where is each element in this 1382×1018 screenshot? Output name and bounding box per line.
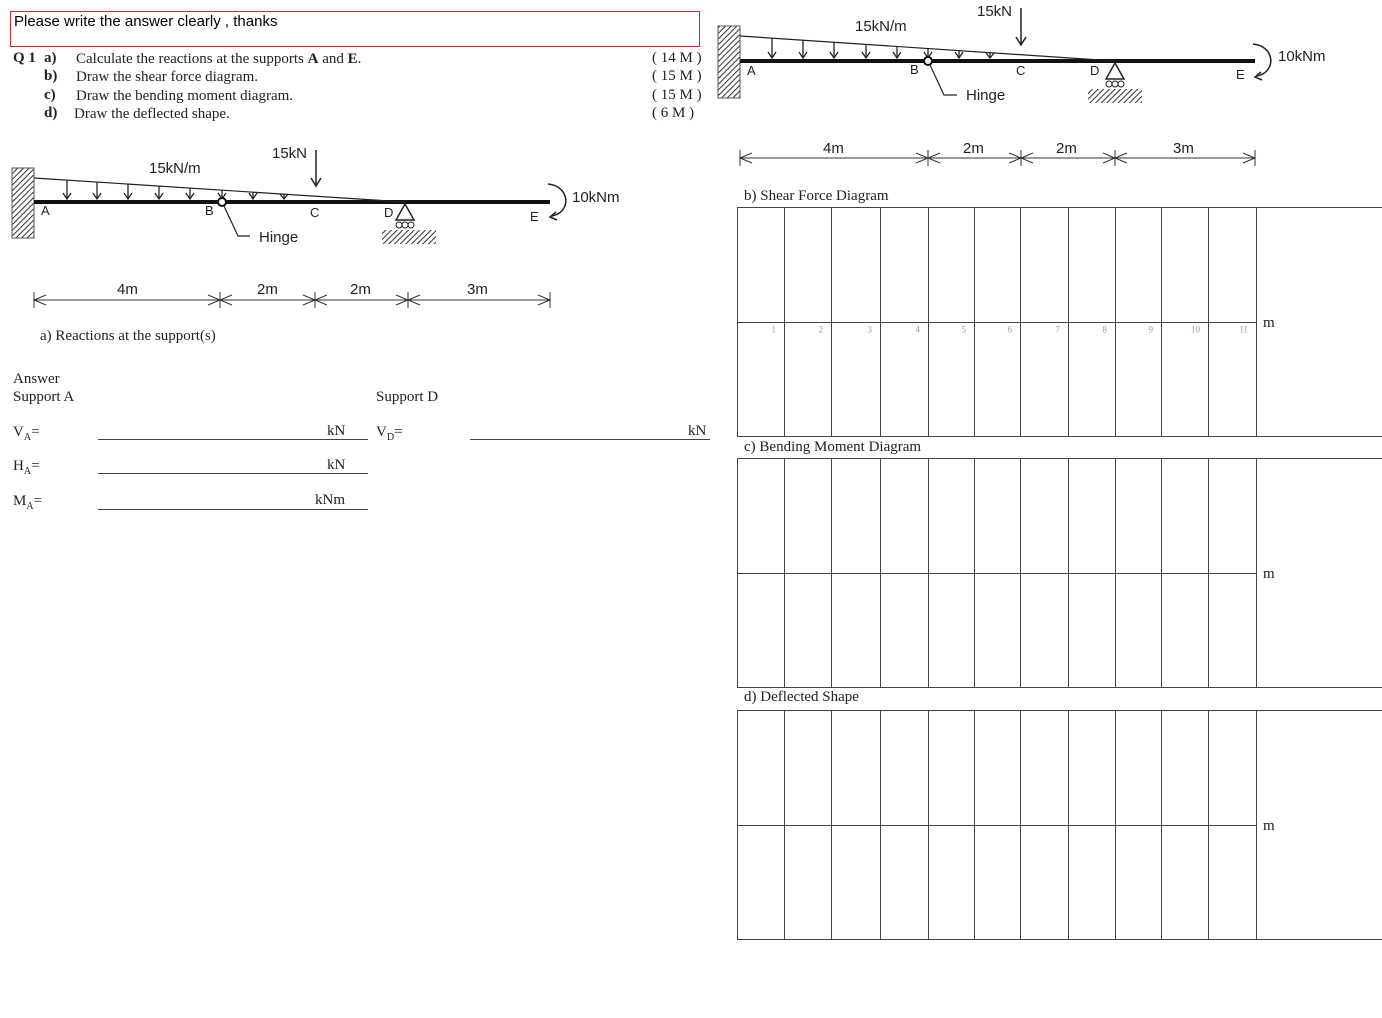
hinge-symbol-right — [924, 57, 932, 65]
answer-label: Answer — [13, 371, 60, 387]
vd-answer-line[interactable] — [470, 439, 710, 440]
part-b-text: Draw the shear force diagram. — [76, 69, 258, 85]
va-label: $V_A=$ — [13, 424, 40, 443]
axis-tick-label: 8 — [1102, 324, 1107, 335]
support-d-label: Support D — [376, 389, 439, 405]
part-d-marks: ( 6 M ) — [652, 105, 695, 121]
span-3-right: 2m — [1056, 140, 1077, 157]
bmd-grid[interactable] — [737, 458, 1382, 688]
point-load-arrow-right — [1016, 8, 1026, 45]
moment-label-left: 10kNm — [572, 189, 620, 206]
hinge-symbol — [218, 198, 226, 206]
ma-unit: kNm — [315, 492, 345, 508]
point-load-arrow — [311, 150, 321, 186]
part-c-label: c) — [44, 87, 56, 103]
moment-arrow-e — [548, 184, 566, 216]
hinge-label-left: Hinge — [259, 229, 299, 246]
part-a-text: Calculate the reactions at the supports A and E. — [76, 51, 362, 67]
point-c-left: C — [310, 205, 320, 220]
axis-tick-label: 11 — [1239, 324, 1248, 335]
deflect-title: d) Deflected Shape — [744, 689, 859, 705]
axis-tick-label: 5 — [961, 324, 966, 335]
point-e-right: E — [1236, 67, 1245, 82]
point-e-left: E — [530, 209, 539, 224]
point-a-left: A — [41, 203, 50, 218]
deflect-axis-unit: m — [1263, 818, 1275, 834]
part-b-marks: ( 15 M ) — [652, 68, 702, 84]
part-a-label: a) — [44, 50, 57, 66]
span-4-left: 3m — [467, 281, 488, 298]
span-1-left: 4m — [117, 281, 138, 298]
span-4-right: 3m — [1173, 140, 1194, 157]
point-c-right: C — [1016, 63, 1026, 78]
va-unit: kN — [327, 423, 346, 439]
axis-tick-label: 4 — [915, 324, 920, 335]
ha-label: $H_A=$ — [13, 458, 40, 477]
vd-label: $V_D=$ — [376, 424, 403, 443]
span-2-left: 2m — [257, 281, 278, 298]
ma-label: $M_A=$ — [13, 493, 43, 512]
axis-tick-label: 6 — [1007, 324, 1012, 335]
vd-unit: kN — [688, 423, 707, 439]
hinge-label-right: Hinge — [966, 87, 1006, 104]
span-3-left: 2m — [350, 281, 371, 298]
note-text: Please write the answer clearly , thanks — [14, 13, 278, 30]
axis-tick-label: 2 — [818, 324, 823, 335]
fixed-support-a-right — [718, 26, 740, 98]
part-c-text: Draw the bending moment diagram. — [76, 88, 294, 104]
axis-tick-label: 3 — [867, 324, 872, 335]
support-a-label: Support A — [13, 389, 75, 405]
part-a-marks: ( 14 M ) — [652, 50, 702, 66]
udl-label-left: 15kN/m — [149, 160, 201, 177]
point-load-label-left: 15kN — [272, 145, 308, 162]
bmd-axis-unit: m — [1263, 566, 1275, 582]
udl-arrows — [63, 180, 288, 199]
beam-diagram-left — [0, 140, 640, 310]
part-d-text: Draw the deflected shape. — [74, 106, 230, 122]
axis-tick-label: 7 — [1055, 324, 1060, 335]
ma-answer-line[interactable] — [98, 509, 368, 510]
fixed-support-a — [12, 168, 34, 238]
deflect-grid[interactable] — [737, 710, 1382, 940]
note-box — [10, 11, 700, 47]
axis-tick-label: 9 — [1148, 324, 1153, 335]
udl-label-right: 15kN/m — [855, 18, 907, 35]
bmd-title: c) Bending Moment Diagram — [744, 439, 922, 455]
udl-arrows-right — [768, 38, 994, 58]
beam-diagram-right — [700, 0, 1382, 170]
point-a-right: A — [747, 63, 756, 78]
span-1-right: 4m — [823, 140, 844, 157]
sfd-axis-unit: m — [1263, 315, 1275, 331]
reactions-heading: a) Reactions at the support(s) — [40, 328, 216, 344]
point-d-right: D — [1090, 63, 1100, 78]
question-number: Q 1 — [13, 50, 36, 66]
point-load-label-right: 15kN — [977, 3, 1013, 20]
span-2-right: 2m — [963, 140, 984, 157]
point-b-left: B — [205, 203, 214, 218]
point-b-right: B — [910, 62, 919, 77]
ha-unit: kN — [327, 457, 346, 473]
point-d-left: D — [384, 205, 394, 220]
sfd-grid[interactable] — [737, 207, 1382, 437]
axis-tick-label: 10 — [1191, 324, 1200, 335]
moment-arrow-e-right — [1253, 44, 1271, 76]
part-b-label: b) — [44, 68, 58, 84]
axis-tick-label: 1 — [771, 324, 776, 335]
part-c-marks: ( 15 M ) — [652, 87, 702, 103]
part-d-label: d) — [44, 105, 58, 121]
sfd-title: b) Shear Force Diagram — [744, 188, 889, 204]
moment-label-right: 10kNm — [1278, 48, 1326, 65]
